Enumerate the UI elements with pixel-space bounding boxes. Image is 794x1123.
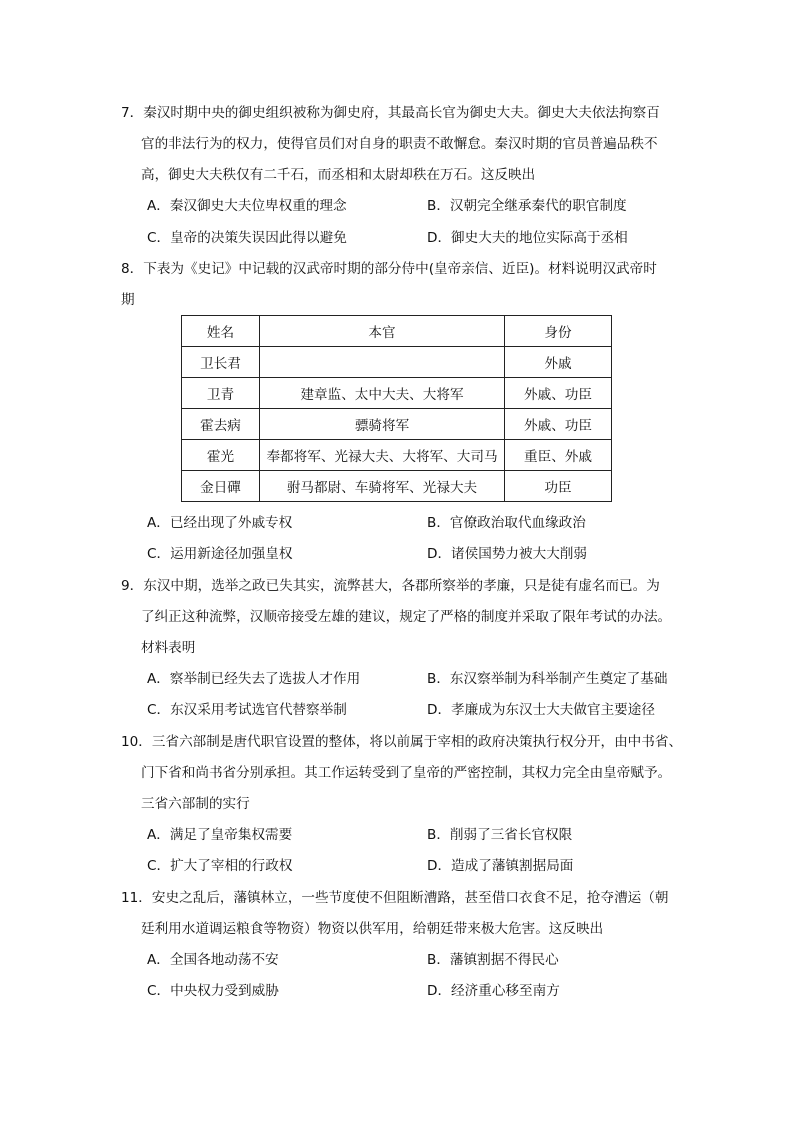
table-cell-identity: 重臣、外戚 (505, 440, 612, 471)
q8-option-d: D．诸侯国势力被大大削弱 (427, 546, 587, 562)
q10-option-d: D．造成了藩镇割据局面 (427, 858, 574, 874)
q11-line-2: 廷利用水道调运粮食等物资）物资以供军用，给朝廷带来极大危害。这反映出 (141, 921, 604, 937)
table-cell-identity: 外戚、功臣 (505, 378, 612, 409)
table-header-cell: 本官 (260, 316, 505, 347)
table-header-row (182, 316, 612, 347)
q9-option-d: D．孝廉成为东汉士大夫做官主要途径 (427, 702, 655, 718)
q7-option-c: C．皇帝的决策失误因此得以避免 (147, 230, 347, 246)
q10-line-2: 门下省和尚书省分别承担。其工作运转受到了皇帝的严密控制，其权力完全由皇帝赋予。 (141, 765, 672, 781)
q10-option-b: B．削弱了三省长官权限 (427, 827, 573, 843)
q10-line-3: 三省六部制的实行 (141, 796, 250, 812)
q9-line-1: 9．东汉中期，选举之政已失其实，流弊甚大，各郡所察举的孝廉，只是徒有虚名而已。为 (121, 578, 660, 594)
attendants-table (181, 315, 612, 502)
table-row (182, 409, 612, 440)
table-cell-office: 奉都将军、光禄大夫、大将军、大司马 (260, 440, 505, 471)
table-cell-office: 建章监、太中大夫、大将军 (260, 378, 505, 409)
table-cell-identity: 外戚、功臣 (505, 409, 612, 440)
q11-option-c: C．中央权力受到威胁 (147, 983, 279, 999)
q10-option-a: A．满足了皇帝集权需要 (147, 827, 293, 843)
table-cell-name: 卫青 (182, 378, 260, 409)
q7-line-2: 官的非法行为的权力，使得官员们对自身的职责不敢懈怠。秦汉时期的官员普遍品秩不 (141, 136, 658, 152)
table-cell-office (260, 347, 505, 378)
q8-line-2: 期 (121, 292, 135, 308)
q8-option-b: B．官僚政治取代血缘政治 (427, 515, 586, 531)
q8-option-a: A．已经出现了外戚专权 (147, 515, 293, 531)
q7-option-b: B．汉朝完全继承秦代的职官制度 (427, 198, 627, 214)
table-cell-identity: 功臣 (505, 471, 612, 502)
table-cell-name: 卫长君 (182, 347, 260, 378)
table-header-cell: 身份 (505, 316, 612, 347)
q9-option-b: B．东汉察举制为科举制产生奠定了基础 (427, 671, 668, 687)
table-cell-office: 驸马都尉、车骑将军、光禄大夫 (260, 471, 505, 502)
table-header-cell: 姓名 (182, 316, 260, 347)
q11-line-1: 11．安史之乱后，藩镇林立，一些节度使不但阻断漕路，甚至借口衣食不足，抢夺漕运（朝 (121, 890, 669, 906)
q9-line-3: 材料表明 (141, 640, 196, 656)
q9-option-a: A．察举制已经失去了选拔人才作用 (147, 671, 361, 687)
q7-option-d: D．御史大夫的地位实际高于丞相 (427, 230, 628, 246)
q8-option-c: C．运用新途径加强皇权 (147, 546, 293, 562)
q7-line-3: 高，御史大夫秩仅有二千石，而丞相和太尉却秩在万石。这反映出 (141, 167, 536, 183)
q7-line-1: 7．秦汉时期中央的御史组织被称为御史府，其最高长官为御史大夫。御史大夫依法拘察百 (121, 105, 660, 121)
table-row (182, 440, 612, 471)
table-row (182, 378, 612, 409)
table-cell-identity: 外戚 (505, 347, 612, 378)
table-cell-office: 骠骑将军 (260, 409, 505, 440)
table-row (182, 471, 612, 502)
q11-option-d: D．经济重心移至南方 (427, 983, 560, 999)
table-row (182, 347, 612, 378)
q11-option-b: B．藩镇割据不得民心 (427, 952, 559, 968)
table-cell-name: 霍去病 (182, 409, 260, 440)
q7-option-a: A．秦汉御史大夫位卑权重的理念 (147, 198, 347, 214)
q11-option-a: A．全国各地动荡不安 (147, 952, 279, 968)
q9-option-c: C．东汉采用考试选官代替察举制 (147, 702, 347, 718)
q10-option-c: C．扩大了宰相的行政权 (147, 858, 293, 874)
table-cell-name: 霍光 (182, 440, 260, 471)
table-cell-name: 金日磾 (182, 471, 260, 502)
q8-line-1: 8．下表为《史记》中记载的汉武帝时期的部分侍中(皇帝亲信、近臣)。材料说明汉武帝时 (121, 261, 657, 277)
q9-line-2: 了纠正这种流弊，汉顺帝接受左雄的建议，规定了严格的制度并采取了限年考试的办法。 (141, 609, 672, 625)
q10-line-1: 10．三省六部制是唐代职官设置的整体，将以前属于宰相的政府决策执行权分开，由中书省、 (121, 734, 683, 750)
